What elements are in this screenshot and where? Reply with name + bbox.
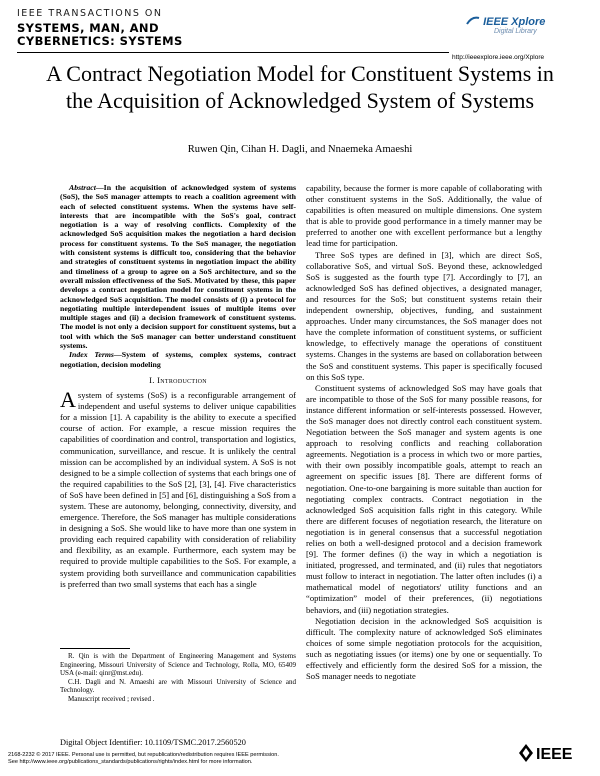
footnote-1: R. Qin is with the Department of Engineering Management and Systems Engineering, Missouri University of Science and Technology, Rolla, MO, 65409 USA (e-mail: qinr@mst.edu). — [60, 652, 296, 677]
right-column — [306, 183, 542, 682]
right-paragraph-1: capability, because the former is more capable of collaborating with other constituent systems in the SoS. Additionally, the value of capabilities is often measured on multiple dimensions. One system that is able to provide good performance in a timely manner may be preferred to another one with excellent performance but a lengthy lead time for participation. — [306, 183, 542, 249]
journal-name-line2: SYSTEMS, MAN, AND — [17, 21, 159, 35]
drop-cap: A — [60, 387, 76, 413]
xplore-sub: Digital Library — [494, 28, 537, 35]
footnotes — [60, 652, 296, 703]
index-terms-label: Index Terms — [69, 350, 114, 360]
right-paragraph-3: Constituent systems of acknowledged SoS may have goals that are incompatible to those of the SoS for many possible reasons, for instance different information or self-interests possessed. However, the SoS manager does not directly control each constituent system. Negotiation between the SoS manager and system agents is one approach to resolving conflicts and reaching collaboration agreements. Negotiation is a process in which two or more parties, with their own possibly incompatible goals, attempt to reach an agreement on specific issues [8]. There are different forms of negotiation. One-to-one bargaining is more suitable than auction for negotiating complex contracts. Contract negotiation in the acknowledged SoS acquisition falls right in this category. While there are different focuses of negotiation research, the literature on negotiation is in general consensus that a successful negotiation relies on both a well-designed protocol and a decision framework [9]. The former defines (i) the way in which a negotiation is initiated, progressed, and terminated, and (ii) rules that negotiators must follow to interact in negotiation. The latter often includes (i) a mathematical model of negotiators' utility functions and an “optimization” model of their preferences, (ii) negotiations behaviors, and (iii) negotiation strategies. — [306, 382, 542, 615]
xplore-brand — [466, 16, 564, 28]
paper-title: A Contract Negotiation Model for Constituent Systems in the Acquisition of Acknowledged System of Systems — [46, 61, 554, 113]
ieee-diamond-icon — [517, 742, 587, 764]
abstract-dash: — — [95, 183, 104, 192]
footnote-3: Manuscript received ; revised . — [68, 694, 155, 703]
journal-name — [17, 22, 183, 48]
xplore-swoosh-icon — [466, 16, 480, 26]
xplore-url[interactable]: http://ieeexplore.ieee.org/Xplore — [452, 54, 545, 61]
abstract — [60, 183, 296, 350]
abstract-text: In the acquisition of acknowledged system of systems (SoS), the SoS manager attempts to reach a coalition agreement with each of selected constituent systems. When the systems have self-interests that are incompatible with the SoS's goal, contract negotiation is a way of resolving conflicts. Complexity of the acknowledged SoS acquisition makes the negotiation a hard decision process for constituent systems. To the SoS manager, the negotiation with consistent systems is difficult too, considering that the behavior and strategies of constituent systems in negotiation impact the ability and timeliness of a group to agree on a SoS architecture, and so the overall mission effectiveness of the SoS. Motivated by these, this paper develops a contract negotiation model for constituent systems in the acknowledged SoS acquisition. The model consists of (i) a protocol for negotiating multiple interdependent issues of multiple items over multiple stages and (ii) a decision framework of constituent systems. The model is not only a decision support for constituent systems, but a tool with which the SoS manager can better understand constituent systems. — [60, 183, 296, 351]
footnote-rule — [60, 648, 130, 649]
ieee-xplore-logo — [466, 16, 564, 35]
left-column — [60, 183, 296, 590]
paper-authors: Ruwen Qin, Cihan H. Dagli, and Nnaemeka Amaeshi — [187, 144, 413, 155]
ieee-logo-text: IEEE — [536, 746, 573, 763]
copyright-line1: 2168-2232 © 2017 IEEE. Personal use is permitted, but republication/redistribution requires IEEE permission. — [8, 752, 279, 758]
index-terms-dash: — — [113, 350, 122, 360]
ieee-logo — [517, 742, 587, 769]
copyright-line2: See http://www.ieee.org/publications_standards/publications/rights/index.html for more information. — [8, 759, 253, 766]
intro-paragraph — [60, 387, 296, 590]
right-paragraph-2: Three SoS types are defined in [3], which are direct SoS, collaborative SoS, and virtual SoS. Beyond these, acknowledged SoS is suggested as the fourth type [7]. Accordingly to [7], an acknowledged SoS has defined objectives, a designated manager, and resources for the SoS; but constituent systems retain their independent ownership, objectives, funding, and sustainment approaches. Under many circumstances, the SoS manager does not have the complete information of constituent systems, or sufficient knowledge, to effectively manage the operations of constituent systems. Changes in the systems are based on collaboration between the SoS and constituent systems. This paper is specifically focused on this SoS type. — [306, 249, 542, 382]
index-terms-text: System of systems, complex systems, contract negotiation, decision modeling — [60, 350, 296, 369]
section-heading: I. Introduction — [149, 374, 207, 385]
intro-text: system of systems (SoS) is a reconfigurable arrangement of independent and useful systems to deliver unique capabilities for a mission [1]. A capability is the ability to execute a specified course of action. For example, a rescue mission requires the capabilities of coordination and control, transportation and logistics, communication, surveillance, and rescue. It is unlikely the central mission can be accomplished by an individual system. A SoS is not designed to be a simple collection of systems that each brings one of the required capabilities to the SoS [2], [3], [4]. Five characteristics of SoS have been defined in [5] and [6], distinguishing a SoS from a system. These are autonomy, belonging, connectivity, diversity, and emergence. Therefore, the SoS manager has multiple considerations in designing a SoS. She would like to have more than one system in providing each required capability with consideration of reliability and flexibility, as an example. Furthermore, each system may be required to provide multiple capabilities to the SoS. For example, a system providing both surveillance and communication capabilities is preferred than two small systems that each has a single — [60, 390, 296, 589]
doi: Digital Object Identifier: 10.1109/TSMC.2017.2560520 — [60, 738, 246, 747]
journal-name-line1: IEEE TRANSACTIONS ON — [17, 8, 163, 19]
header-rule — [17, 52, 449, 53]
xplore-brand-text: IEEE Xplore — [483, 16, 546, 28]
abstract-label: Abstract — [69, 183, 96, 192]
journal-name-line3: CYBERNETICS: SYSTEMS — [17, 34, 183, 48]
footnote-2: C.H. Dagli and N. Amaeshi are with Missouri University of Science and Technology. — [60, 677, 296, 694]
index-terms — [60, 350, 296, 369]
copyright — [8, 752, 478, 766]
right-paragraph-4: Negotiation decision in the acknowledged SoS acquisition is difficult. The complexity nature of acknowledged SoS eliminates choices of some simple negotiation protocols for the acquisition, such as negotiating issues (or items) one by one or sequentially. To effectively and efficiently form the desired SoS for a mission, the SoS manager needs to negotiate — [306, 615, 542, 682]
